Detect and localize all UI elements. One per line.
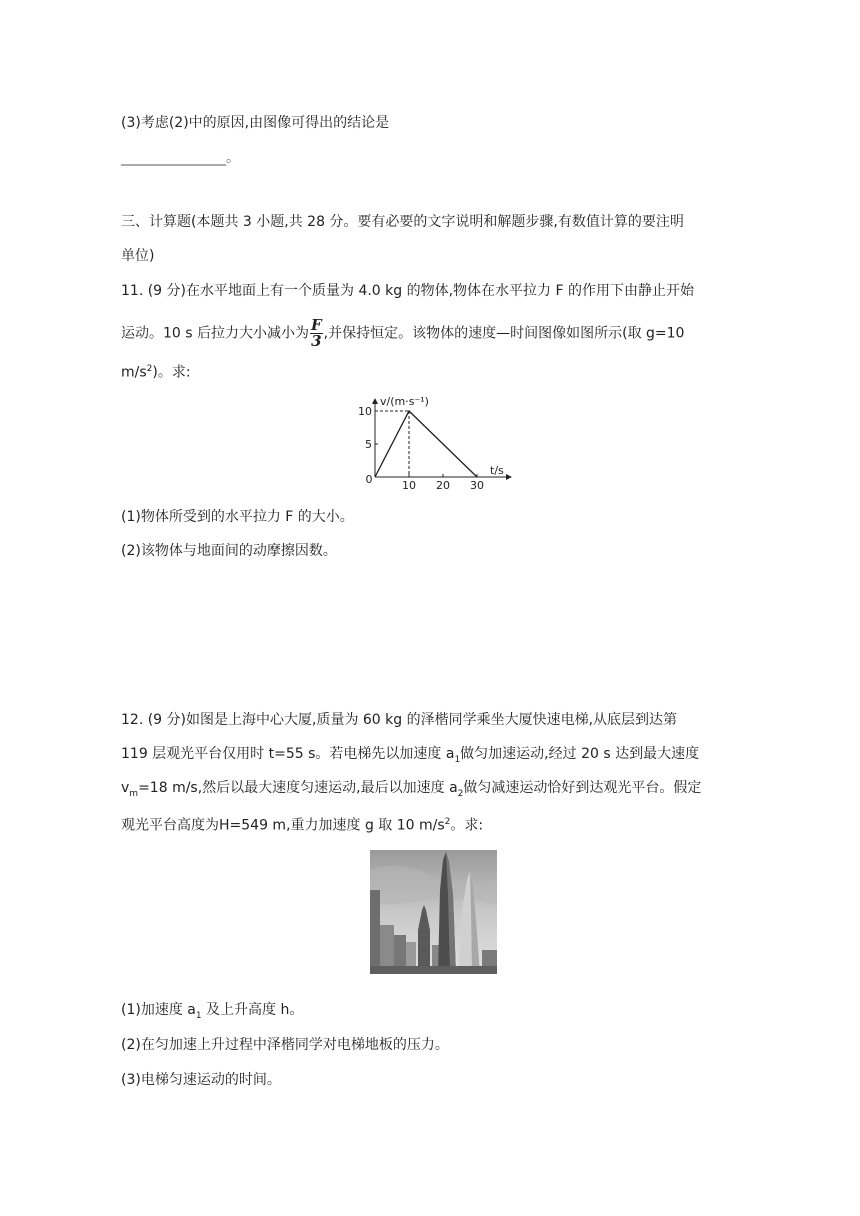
fraction-f-over-3 bbox=[310, 318, 323, 349]
q12-sub1-subscript: 1 bbox=[195, 1010, 202, 1021]
q12-sub2: (2)在匀加速上升过程中泽楷同学对电梯地板的压力。 bbox=[121, 1037, 449, 1053]
answer-blank: _______________。 bbox=[121, 150, 240, 166]
q12-sub3: (3)电梯匀速运动的时间。 bbox=[121, 1072, 281, 1088]
q11-unit-exponent: 2 bbox=[146, 364, 153, 374]
q11-sub2: (2)该物体与地面间的动摩擦因数。 bbox=[121, 543, 337, 559]
q11-line1: 11. (9 分)在水平地面上有一个质量为 4.0 kg 的物体,物体在水平拉力 F 的作用下由静止开始 bbox=[121, 283, 695, 299]
q12-line1: 12. (9 分)如图是上海中心大厦,质量为 60 kg 的泽楷同学乘坐大厦快速电梯,从底层到达第 bbox=[121, 712, 678, 728]
q12-line3-c: 做匀减速运动恰好到达观光平台。假定 bbox=[463, 780, 702, 796]
q11-prompt: )。求: bbox=[152, 364, 191, 381]
q12-sub1-a: (1)加速度 a bbox=[121, 1002, 196, 1018]
q10-part3-text: (3)考虑(2)中的原因,由图像可得出的结论是 bbox=[121, 115, 390, 131]
q12-line2 bbox=[121, 744, 699, 770]
q11-sub1: (1)物体所受到的水平拉力 F 的大小。 bbox=[121, 509, 354, 525]
q12-line4-b: 。求: bbox=[450, 817, 484, 834]
q12-line3 bbox=[121, 778, 701, 804]
q12-g-exponent: 2 bbox=[444, 817, 451, 827]
fraction-denominator: 3 bbox=[311, 332, 322, 350]
section3-heading: 三、计算题(本题共 3 小题,共 28 分。要有必要的文字说明和解题步骤,有数值计算的要注明 bbox=[121, 214, 684, 230]
q12-line3-a: v bbox=[121, 780, 130, 796]
origin-label: 0 bbox=[365, 473, 373, 486]
q12-line2-b: 做匀加速运动,经过 20 s 达到最大速度 bbox=[460, 746, 700, 762]
fraction-numerator: F bbox=[311, 316, 322, 334]
q12-line4 bbox=[121, 812, 483, 836]
x-axis-label: t/s bbox=[490, 464, 504, 477]
x-tick-label: 20 bbox=[436, 479, 450, 492]
y-tick-label: 5 bbox=[365, 438, 372, 451]
q12-line4-a: 观光平台高度为H=549 m,重力加速度 g 取 10 m/s bbox=[121, 817, 445, 834]
velocity-time-chart bbox=[358, 395, 510, 492]
x-axis-arrow bbox=[506, 474, 512, 480]
section3-heading-cont: 单位) bbox=[121, 248, 155, 264]
q12-a2-subscript: 2 bbox=[457, 788, 464, 799]
shanghai-tower-photo bbox=[370, 850, 497, 974]
q12-line2-a: 119 层观光平台仅用时 t=55 s。若电梯先以加速度 a bbox=[121, 746, 455, 762]
y-axis-arrow bbox=[372, 398, 378, 404]
q11-line3 bbox=[121, 359, 191, 383]
q12-line3-b: =18 m/s,然后以最大速度匀速运动,最后以加速度 a bbox=[138, 780, 458, 796]
x-tick-label: 30 bbox=[470, 479, 484, 492]
velocity-line bbox=[375, 411, 477, 477]
q12-vm-subscript: m bbox=[129, 788, 139, 799]
q11-line2-after: ,并保持恒定。该物体的速度—时间图像如图所示(取 g=10 bbox=[323, 325, 685, 342]
q11-line2-before: 运动。10 s 后拉力大小减小为 bbox=[121, 325, 310, 342]
q11-line2 bbox=[121, 318, 684, 349]
q11-unit: m/s bbox=[121, 364, 147, 381]
y-tick-label: 10 bbox=[358, 405, 372, 418]
q12-a1-subscript: 1 bbox=[454, 754, 461, 765]
q12-sub1-b: 及上升高度 h。 bbox=[201, 1002, 304, 1018]
q12-sub1 bbox=[121, 1000, 303, 1026]
x-tick-label: 10 bbox=[402, 479, 416, 492]
y-axis-label: v/(m·s⁻¹) bbox=[380, 395, 429, 408]
